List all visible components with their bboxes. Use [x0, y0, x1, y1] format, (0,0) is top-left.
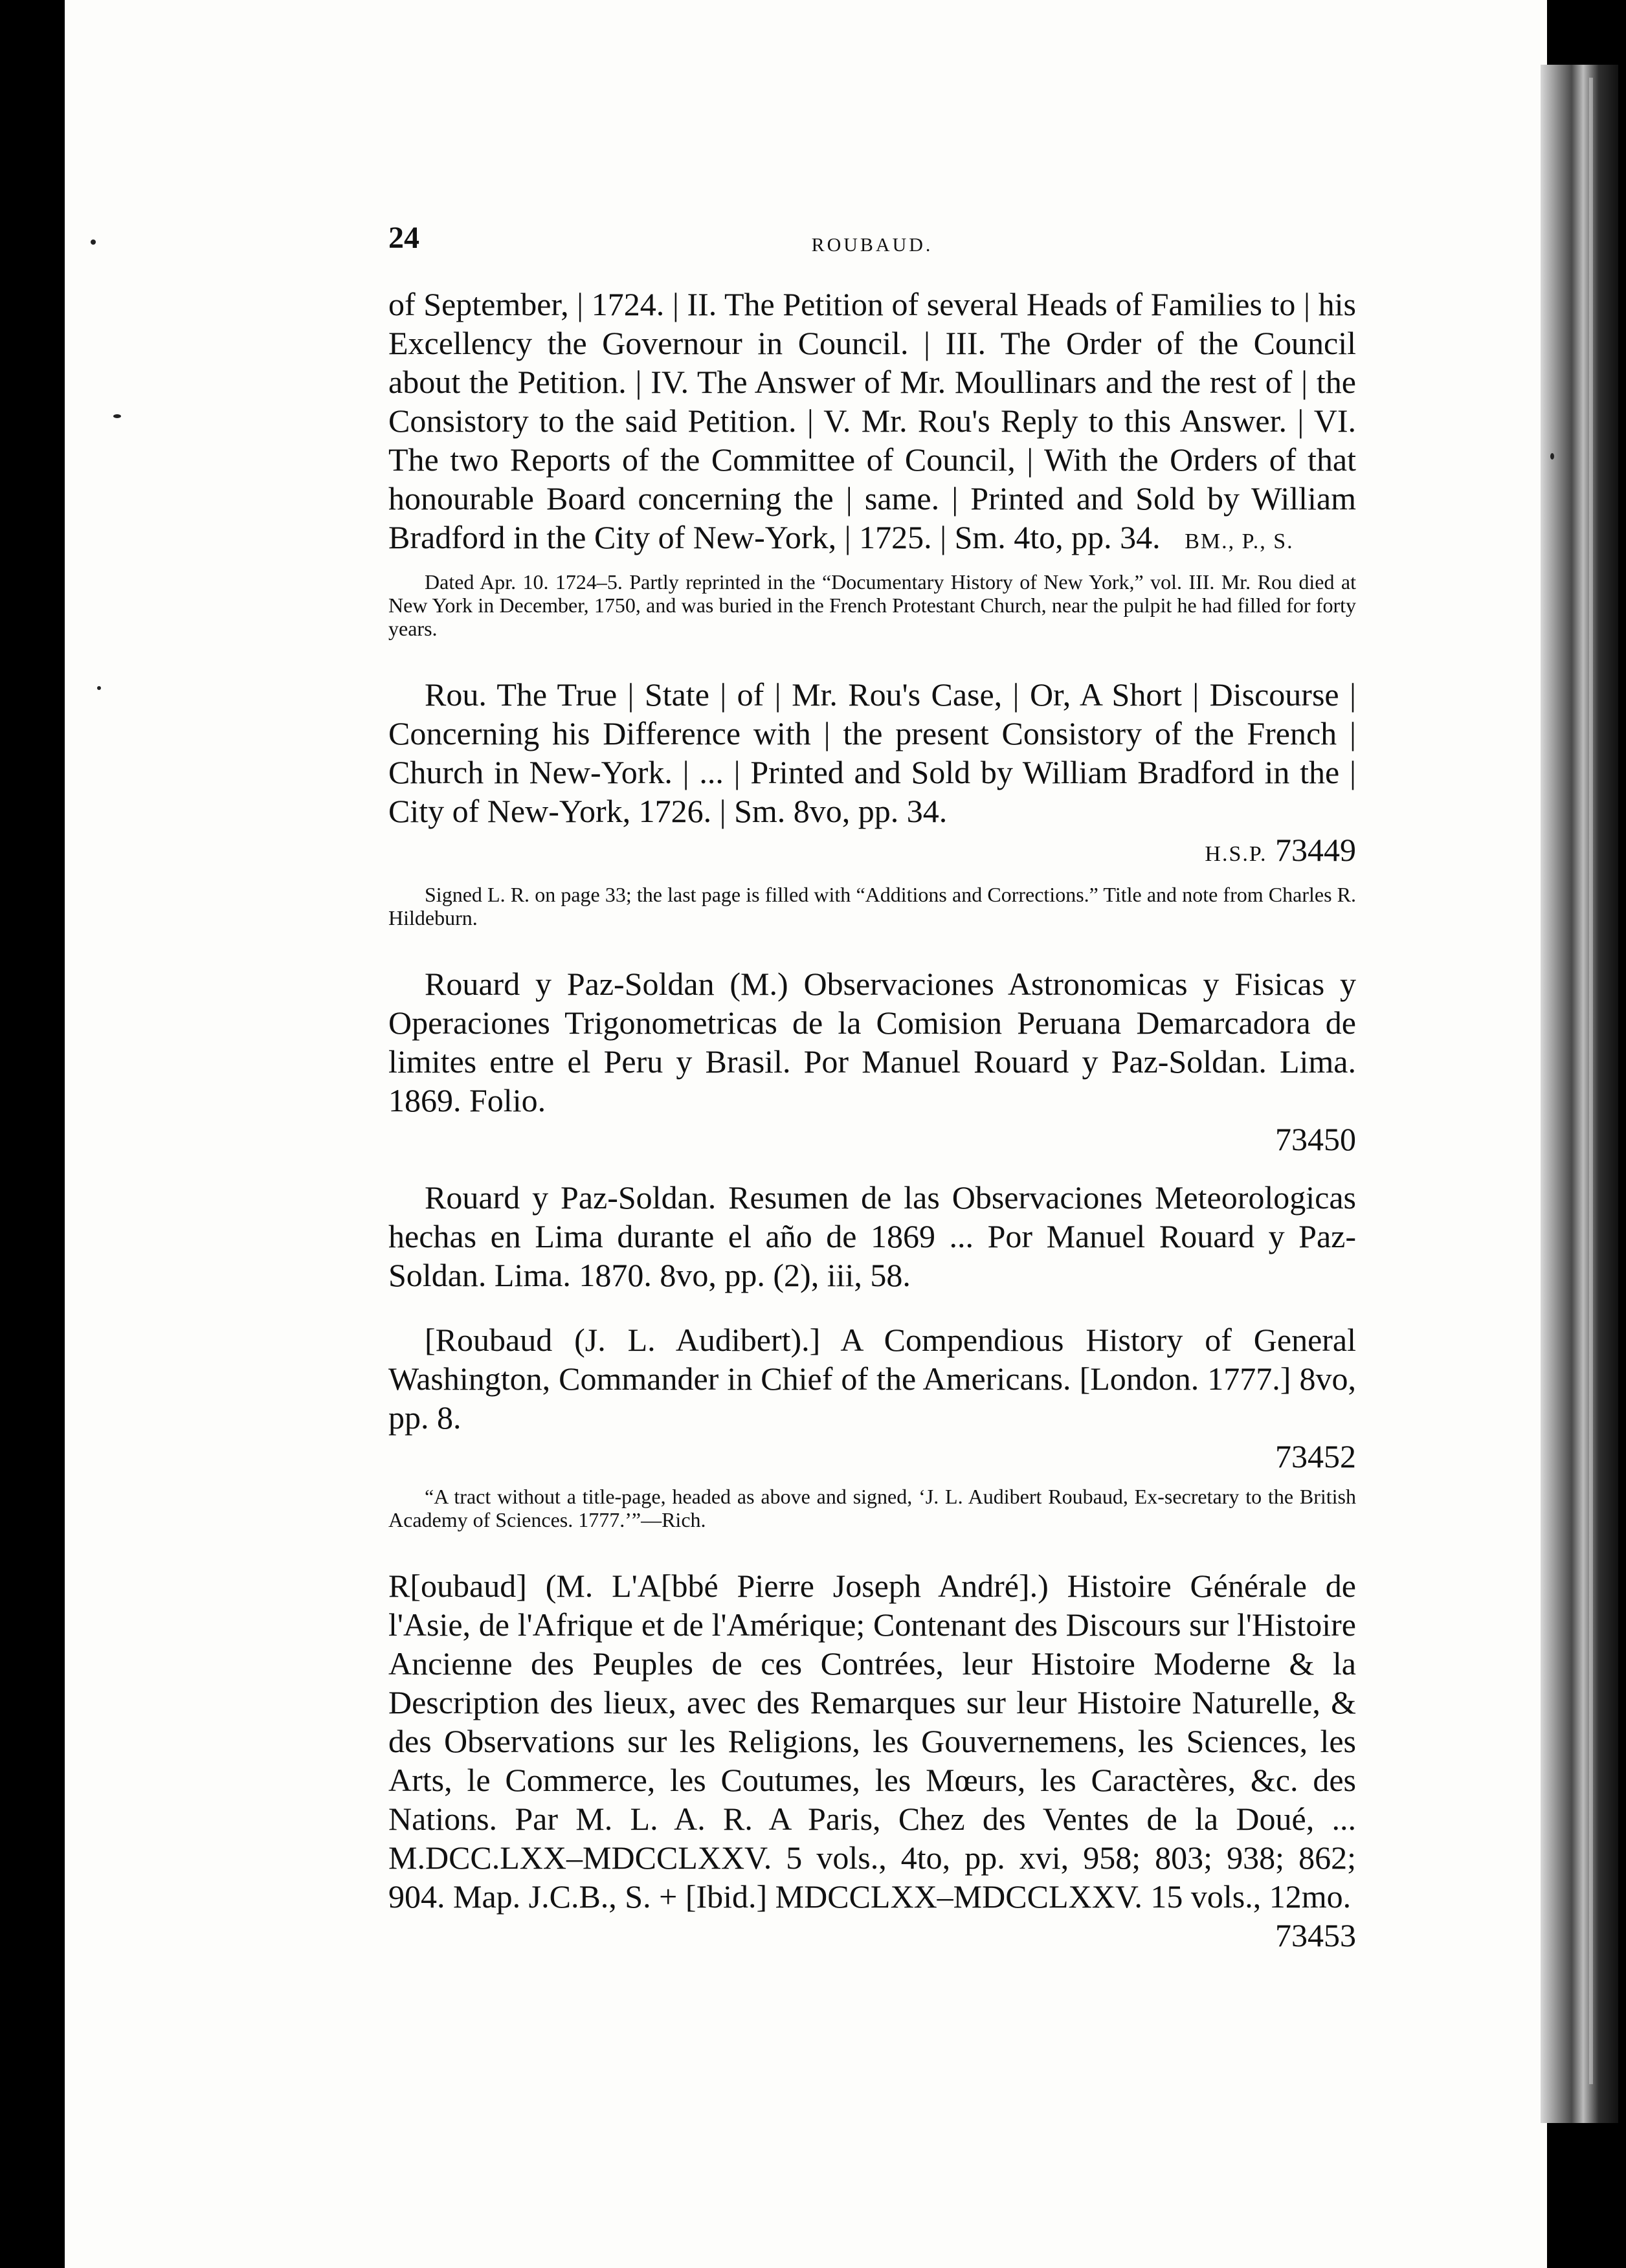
library-codes: H.S.P.	[1205, 842, 1267, 866]
entry-text: R[oubaud] (M. L'A[bbé Pierre Joseph André].) Histoire Générale de l'Asie, de l'Afrique et de l'Amérique; Contenant des Discours sur l'Histoire Ancienne des Peuples de ces Contrées, leur Histoire Moderne & la Description des lieux, avec des Remarques sur leur Histoire Naturelle, & des Observations sur les Religions, les Gouvernemens, les Sciences, les Arts, le Commerce, les Coutumes, les Mœurs, les Caractères, &c. des Nations. Par M. L. A. R. A Paris, Chez des Ventes de la Doué, ... M.DCC.LXX–MDCCLXXV. 5 vols., 4to, pp. xvi, 958; 803; 938; 862; 904. Map. J.C.B., S. + [Ibid.] MDCCLXX–MDCCLXXV. 15 vols., 12mo.	[388, 1568, 1356, 1915]
entry-number: 73450	[1275, 1121, 1356, 1157]
entry-text: of September, | 1724. | II. The Petition of several Heads of Families to | his Excellency the Governour in Council. | III. The Order of the Council about the Petition. | IV. The Answer of Mr. Moullinars and the rest of | the Consistory to the said Petition. | V. Mr. Rou's Reply to this Answer. | VI. The two Reports of the Committee of Council, | With the Orders of that honourable Board concerning the | same. | Printed and Sold by William Bradford in the City of New-York, | 1725. | Sm. 4to, pp. 34. BM., P., S.	[388, 286, 1356, 555]
binding-line	[1589, 78, 1593, 2084]
entry-note: Dated Apr. 10. 1724–5. Partly reprinted in the “Documentary History of New York,” vol. III. Mr. Rou died at New York in December, 1750, and was buried in the French Protestant Church, near the pulpit he had filled for forty years.	[388, 570, 1356, 640]
entry-note: Signed L. R. on page 33; the last page is filled with “Additions and Corrections.” Title and note from Charles R. Hildeburn.	[388, 883, 1356, 929]
catalog-entry	[388, 964, 1356, 1159]
entry-number: 73452	[1275, 1438, 1356, 1474]
entry-number: 73449	[1275, 832, 1356, 868]
catalog-entry	[388, 1178, 1356, 1295]
entry-text: Rouard y Paz-Soldan. Resumen de las Observaciones Meteorologicas hechas en Lima durante el año de 1869 ... Por Manuel Rouard y Paz-Soldan. Lima. 1870. 8vo, pp. (2), iii, 58.	[388, 1179, 1356, 1293]
page-header	[388, 220, 1356, 278]
entry-number: 73453	[1275, 1917, 1356, 1953]
speck	[91, 239, 96, 245]
speck	[1550, 453, 1554, 460]
catalog-entry	[388, 675, 1356, 929]
catalog-entry	[388, 1566, 1356, 1955]
running-head: ROUBAUD.	[811, 234, 933, 256]
entry-text: [Roubaud (J. L. Audibert).] A Compendious History of General Washington, Commander in Chief of the Americans. [London. 1777.] 8vo, pp. 8.	[388, 1322, 1356, 1436]
library-codes: BM., P., S.	[1185, 529, 1294, 553]
speck	[113, 414, 121, 418]
catalog-entry	[388, 1320, 1356, 1531]
speck	[97, 686, 101, 690]
catalog-entry	[388, 285, 1356, 640]
entry-number-line	[388, 830, 1356, 874]
entry-text: Rou. The True | State | of | Mr. Rou's Case, | Or, A Short | Discourse | Concerning his Difference with | the present Consistory of the French | Church in New-York. | ... | Printed and Sold by William Bradford in the | City of New-York, 1726. | Sm. 8vo, pp. 34.	[388, 676, 1356, 829]
page-number: 24	[388, 221, 419, 255]
entry-note: “A tract without a title-page, headed as above and signed, ‘J. L. Audibert Roubaud, Ex-secretary to the British Academy of Sciences. 1777.’”—Rich.	[388, 1485, 1356, 1531]
entry-text: Rouard y Paz-Soldan (M.) Observaciones Astronomicas y Fisicas y Operaciones Trigonometricas de la Comision Peruana Demarcadora de limites entre el Peru y Brasil. Por Manuel Rouard y Paz-Soldan. Lima. 1869. Folio.	[388, 966, 1356, 1118]
page-content	[388, 220, 1356, 1955]
page-edge-shadow	[1541, 65, 1618, 2123]
